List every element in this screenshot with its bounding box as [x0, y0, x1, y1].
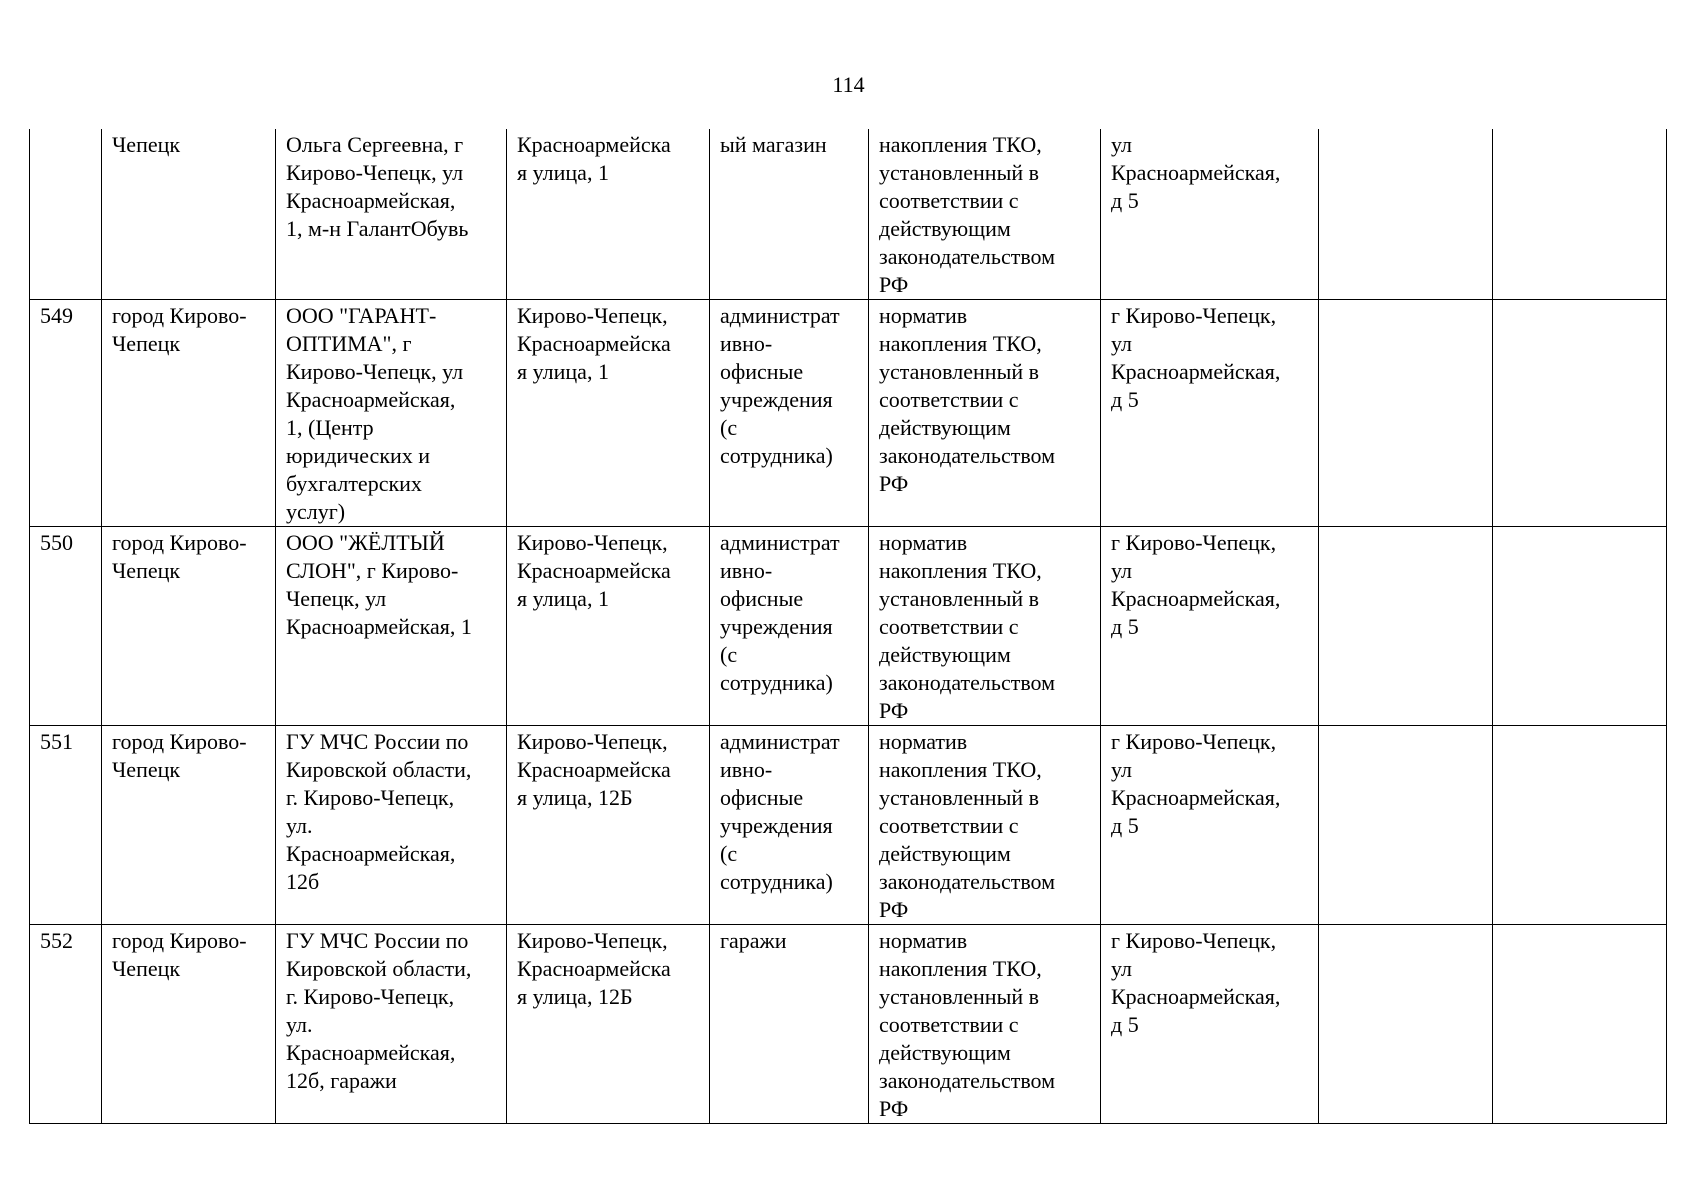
object-address-cell [507, 925, 710, 1124]
object-type-cell [710, 527, 869, 726]
cell-text-line: 550 [40, 530, 73, 555]
cell-text-line: Чепецк [112, 132, 181, 157]
cell-text-line: Чепецк [112, 558, 181, 583]
cell-text-line: Кирово-Чепецк, ул [286, 359, 464, 384]
settlement-cell [102, 300, 276, 527]
cell-text-line: город Кирово- [112, 928, 247, 953]
cell-text-line: 12б, гаражи [286, 1068, 397, 1093]
row-number-cell [30, 726, 102, 925]
cell-text-line: Красноармейская, [1111, 586, 1281, 611]
cell-text-line: Кирово-Чепецк, [517, 729, 668, 754]
cell-text-line: ГУ МЧС России по [286, 729, 469, 754]
extra-cell-2 [1493, 300, 1667, 527]
cell-text-line: офисные [720, 586, 804, 611]
table-row [30, 527, 1667, 726]
cell-text-line: д 5 [1111, 1012, 1139, 1037]
cell-text-line: установленный в [879, 785, 1040, 810]
norm-cell [869, 129, 1101, 300]
cell-text-line: законодательством [879, 670, 1056, 695]
settlement-cell [102, 925, 276, 1124]
extra-cell-1 [1319, 925, 1493, 1124]
extra-cell-1 [1319, 726, 1493, 925]
object-type-cell [710, 300, 869, 527]
cell-text-line: 549 [40, 303, 73, 328]
cell-text-line: установленный в [879, 359, 1040, 384]
cell-text-line: я улица, 1 [517, 586, 609, 611]
cell-text-line: (с [720, 642, 738, 667]
cell-text-line: д 5 [1111, 614, 1139, 639]
cell-text-line: 1, (Центр [286, 415, 374, 440]
cell-text-line: ул [1111, 132, 1133, 157]
cell-text-line: Кирово-Чепецк, [517, 303, 668, 328]
cell-text-line: бухгалтерских [286, 471, 422, 496]
cell-text-line: ООО "ЖЁЛТЫЙ [286, 530, 445, 555]
cell-text-line: Красноармейская, [286, 188, 456, 213]
norm-cell [869, 527, 1101, 726]
cell-text-line: г Кирово-Чепецк, [1111, 729, 1277, 754]
cell-text-line: Кировской области, [286, 956, 472, 981]
cell-text-line: 1, м-н ГалантОбувь [286, 216, 469, 241]
cell-text-line: РФ [879, 272, 909, 297]
cell-text-line: РФ [879, 897, 909, 922]
cell-text-line: ул [1111, 956, 1133, 981]
cell-text-line: д 5 [1111, 387, 1139, 412]
cell-text-line: Кирово-Чепецк, [517, 928, 668, 953]
cell-text-line: Чепецк [112, 956, 181, 981]
cell-text-line: (с [720, 415, 738, 440]
cell-text-line: гаражи [720, 928, 787, 953]
norm-cell [869, 300, 1101, 527]
cell-text-line: СЛОН", г Кирово- [286, 558, 459, 583]
cell-text-line: Красноармейска [517, 331, 671, 356]
owner-cell [276, 527, 507, 726]
cell-text-line: 12б [286, 869, 320, 894]
table-body [30, 129, 1667, 1124]
cell-text-line: действующим [879, 841, 1011, 866]
cell-text-line: соответствии с [879, 387, 1019, 412]
cell-text-line: накопления ТКО, [879, 132, 1042, 157]
extra-cell-2 [1493, 726, 1667, 925]
cell-text-line: норматив [879, 530, 968, 555]
cell-text-line: услуг) [286, 499, 346, 524]
cell-text-line: Красноармейская, [286, 1040, 456, 1065]
cell-text-line: ул. [286, 1012, 313, 1037]
cell-text-line: действующим [879, 216, 1011, 241]
cell-text-line: ый магазин [720, 132, 827, 157]
cell-text-line: установленный в [879, 984, 1040, 1009]
table-row [30, 726, 1667, 925]
cell-text-line: Красноармейска [517, 558, 671, 583]
object-type-cell [710, 129, 869, 300]
cell-text-line: учреждения [720, 387, 833, 412]
cell-text-line: накопления ТКО, [879, 558, 1042, 583]
cell-text-line: д 5 [1111, 813, 1139, 838]
cell-text-line: я улица, 12Б [517, 984, 633, 1009]
extra-cell-1 [1319, 527, 1493, 726]
cell-text-line: ул [1111, 558, 1133, 583]
cell-text-line: законодательством [879, 244, 1056, 269]
owner-cell [276, 129, 507, 300]
object-address-cell [507, 300, 710, 527]
cell-text-line: город Кирово- [112, 530, 247, 555]
cell-text-line: Красноармейска [517, 757, 671, 782]
cell-text-line: действующим [879, 415, 1011, 440]
cell-text-line: Кирово-Чепецк, [517, 530, 668, 555]
cell-text-line: ОПТИМА", г [286, 331, 412, 356]
cell-text-line: РФ [879, 698, 909, 723]
cell-text-line: Красноармейска [517, 132, 671, 157]
cell-text-line: офисные [720, 785, 804, 810]
object-type-cell [710, 925, 869, 1124]
cell-text-line: Чепецк [112, 331, 181, 356]
cell-text-line: накопления ТКО, [879, 331, 1042, 356]
cell-text-line: Красноармейская, [1111, 160, 1281, 185]
table-row [30, 129, 1667, 300]
cell-text-line: законодательством [879, 869, 1056, 894]
cell-text-line: г Кирово-Чепецк, [1111, 530, 1277, 555]
cell-text-line: ивно- [720, 757, 773, 782]
cell-text-line: 552 [40, 928, 73, 953]
cell-text-line: РФ [879, 1096, 909, 1121]
row-number-cell [30, 925, 102, 1124]
extra-cell-2 [1493, 129, 1667, 300]
cell-text-line: Кировской области, [286, 757, 472, 782]
cell-text-line: сотрудника) [720, 670, 833, 695]
cell-text-line: Красноармейская, [286, 387, 456, 412]
cell-text-line: ул [1111, 757, 1133, 782]
cell-text-line: накопления ТКО, [879, 956, 1042, 981]
cell-text-line: соответствии с [879, 1012, 1019, 1037]
settlement-cell [102, 527, 276, 726]
cell-text-line: Ольга Сергеевна, г [286, 132, 464, 157]
norm-cell [869, 726, 1101, 925]
cell-text-line: законодательством [879, 1068, 1056, 1093]
cell-text-line: ООО "ГАРАНТ- [286, 303, 437, 328]
cell-text-line: Красноармейска [517, 956, 671, 981]
container-site-cell [1101, 527, 1319, 726]
cell-text-line: норматив [879, 729, 968, 754]
cell-text-line: соответствии с [879, 813, 1019, 838]
extra-cell-2 [1493, 527, 1667, 726]
extra-cell-2 [1493, 925, 1667, 1124]
registry-table [29, 129, 1667, 1124]
cell-text-line: Кирово-Чепецк, ул [286, 160, 464, 185]
cell-text-line: Красноармейская, [1111, 359, 1281, 384]
row-number-cell [30, 300, 102, 527]
cell-text-line: г. Кирово-Чепецк, [286, 785, 455, 810]
cell-text-line: г Кирово-Чепецк, [1111, 303, 1277, 328]
cell-text-line: Красноармейская, [1111, 984, 1281, 1009]
cell-text-line: юридических и [286, 443, 431, 468]
cell-text-line: соответствии с [879, 614, 1019, 639]
cell-text-line: Красноармейская, [1111, 785, 1281, 810]
cell-text-line: ул. [286, 813, 313, 838]
cell-text-line: администрат [720, 303, 840, 328]
page-number: 114 [832, 72, 865, 97]
cell-text-line: сотрудника) [720, 443, 833, 468]
container-site-cell [1101, 726, 1319, 925]
cell-text-line: ГУ МЧС России по [286, 928, 469, 953]
cell-text-line: я улица, 1 [517, 359, 609, 384]
cell-text-line: ул [1111, 331, 1133, 356]
cell-text-line: сотрудника) [720, 869, 833, 894]
owner-cell [276, 726, 507, 925]
extra-cell-1 [1319, 300, 1493, 527]
extra-cell-1 [1319, 129, 1493, 300]
object-type-cell [710, 726, 869, 925]
container-site-cell [1101, 129, 1319, 300]
cell-text-line: г Кирово-Чепецк, [1111, 928, 1277, 953]
row-number-cell [30, 527, 102, 726]
cell-text-line: администрат [720, 530, 840, 555]
cell-text-line: ивно- [720, 558, 773, 583]
cell-text-line: город Кирово- [112, 729, 247, 754]
cell-text-line: учреждения [720, 614, 833, 639]
cell-text-line: я улица, 1 [517, 160, 609, 185]
settlement-cell [102, 726, 276, 925]
table-row [30, 300, 1667, 527]
owner-cell [276, 925, 507, 1124]
cell-text-line: (с [720, 841, 738, 866]
cell-text-line: действующим [879, 642, 1011, 667]
cell-text-line: Красноармейская, 1 [286, 614, 472, 639]
cell-text-line: ивно- [720, 331, 773, 356]
cell-text-line: РФ [879, 471, 909, 496]
cell-text-line: установленный в [879, 586, 1040, 611]
cell-text-line: законодательством [879, 443, 1056, 468]
table-row [30, 925, 1667, 1124]
cell-text-line: учреждения [720, 813, 833, 838]
cell-text-line: установленный в [879, 160, 1040, 185]
cell-text-line: д 5 [1111, 188, 1139, 213]
cell-text-line: норматив [879, 928, 968, 953]
cell-text-line: офисные [720, 359, 804, 384]
cell-text-line: соответствии с [879, 188, 1019, 213]
cell-text-line: действующим [879, 1040, 1011, 1065]
cell-text-line: я улица, 12Б [517, 785, 633, 810]
cell-text-line: администрат [720, 729, 840, 754]
cell-text-line: Чепецк [112, 757, 181, 782]
cell-text-line: накопления ТКО, [879, 757, 1042, 782]
container-site-cell [1101, 925, 1319, 1124]
object-address-cell [507, 726, 710, 925]
container-site-cell [1101, 300, 1319, 527]
cell-text-line: город Кирово- [112, 303, 247, 328]
cell-text-line: норматив [879, 303, 968, 328]
owner-cell [276, 300, 507, 527]
row-number-cell [30, 129, 102, 300]
cell-text-line: г. Кирово-Чепецк, [286, 984, 455, 1009]
object-address-cell [507, 129, 710, 300]
cell-text-line: 551 [40, 729, 73, 754]
settlement-cell [102, 129, 276, 300]
norm-cell [869, 925, 1101, 1124]
cell-text-line: Чепецк, ул [286, 586, 387, 611]
cell-text-line: Красноармейская, [286, 841, 456, 866]
object-address-cell [507, 527, 710, 726]
